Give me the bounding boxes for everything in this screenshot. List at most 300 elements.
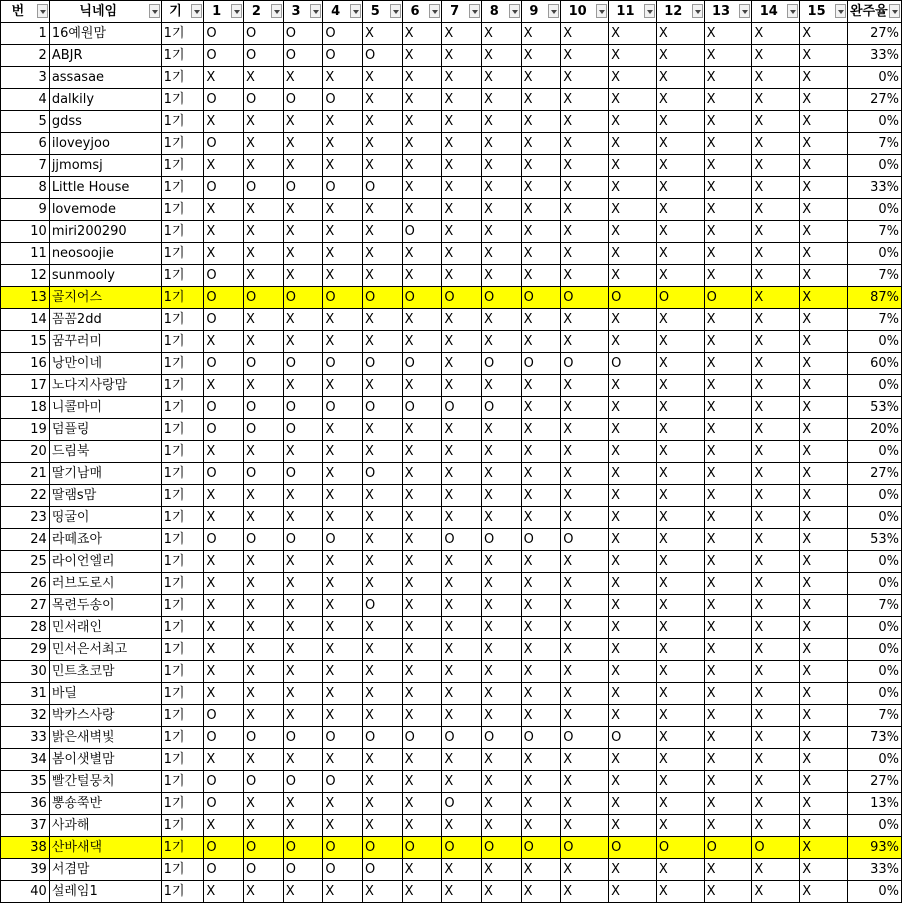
attendance-cell[interactable]: X <box>481 793 521 815</box>
attendance-cell[interactable]: X <box>244 155 284 177</box>
nickname-cell[interactable]: 딸램s맘 <box>49 485 161 507</box>
attendance-cell[interactable]: X <box>521 67 561 89</box>
attendance-cell[interactable]: X <box>521 815 561 837</box>
attendance-cell[interactable]: X <box>521 507 561 529</box>
attendance-cell[interactable]: X <box>521 881 561 903</box>
attendance-cell[interactable]: X <box>283 199 323 221</box>
attendance-cell[interactable]: X <box>800 529 848 551</box>
completion-rate-cell[interactable]: 20% <box>847 419 901 441</box>
attendance-cell[interactable]: X <box>323 793 363 815</box>
row-number-cell[interactable]: 19 <box>1 419 50 441</box>
attendance-cell[interactable]: X <box>656 859 704 881</box>
attendance-cell[interactable]: O <box>481 353 521 375</box>
attendance-cell[interactable]: X <box>442 199 482 221</box>
completion-rate-cell[interactable]: 7% <box>847 221 901 243</box>
attendance-cell[interactable]: X <box>402 111 442 133</box>
attendance-cell[interactable]: X <box>244 793 284 815</box>
attendance-cell[interactable]: X <box>363 771 403 793</box>
column-header-8[interactable] <box>363 1 403 23</box>
attendance-cell[interactable]: X <box>363 551 403 573</box>
attendance-cell[interactable]: X <box>656 683 704 705</box>
attendance-cell[interactable]: X <box>244 551 284 573</box>
attendance-cell[interactable]: X <box>283 573 323 595</box>
attendance-cell[interactable]: O <box>283 463 323 485</box>
attendance-cell[interactable]: X <box>521 177 561 199</box>
completion-rate-cell[interactable]: 7% <box>847 705 901 727</box>
attendance-cell[interactable]: X <box>323 309 363 331</box>
attendance-cell[interactable]: O <box>402 837 442 859</box>
attendance-cell[interactable]: X <box>704 727 752 749</box>
attendance-cell[interactable]: X <box>244 881 284 903</box>
attendance-cell[interactable]: X <box>656 331 704 353</box>
attendance-cell[interactable]: X <box>800 45 848 67</box>
generation-cell[interactable]: 1기 <box>161 243 204 265</box>
attendance-cell[interactable]: X <box>204 749 244 771</box>
attendance-cell[interactable]: X <box>363 441 403 463</box>
generation-cell[interactable]: 1기 <box>161 177 204 199</box>
generation-cell[interactable]: 1기 <box>161 221 204 243</box>
attendance-cell[interactable]: X <box>521 463 561 485</box>
attendance-cell[interactable]: X <box>752 771 800 793</box>
attendance-cell[interactable]: X <box>752 507 800 529</box>
attendance-cell[interactable]: X <box>481 309 521 331</box>
attendance-cell[interactable]: X <box>561 507 609 529</box>
completion-rate-cell[interactable]: 0% <box>847 881 901 903</box>
attendance-cell[interactable]: X <box>363 243 403 265</box>
attendance-cell[interactable]: X <box>752 727 800 749</box>
attendance-cell[interactable]: X <box>363 573 403 595</box>
nickname-cell[interactable]: assasae <box>49 67 161 89</box>
attendance-cell[interactable]: X <box>752 265 800 287</box>
attendance-cell[interactable]: X <box>752 595 800 617</box>
attendance-cell[interactable]: X <box>609 749 657 771</box>
attendance-cell[interactable]: X <box>521 23 561 45</box>
generation-cell[interactable]: 1기 <box>161 507 204 529</box>
attendance-cell[interactable]: X <box>481 45 521 67</box>
row-number-cell[interactable]: 22 <box>1 485 50 507</box>
attendance-cell[interactable]: X <box>704 397 752 419</box>
attendance-cell[interactable]: X <box>704 639 752 661</box>
attendance-cell[interactable]: O <box>442 397 482 419</box>
attendance-cell[interactable]: X <box>402 441 442 463</box>
attendance-cell[interactable]: X <box>561 705 609 727</box>
attendance-cell[interactable]: X <box>442 551 482 573</box>
row-number-cell[interactable]: 15 <box>1 331 50 353</box>
row-number-cell[interactable]: 36 <box>1 793 50 815</box>
attendance-cell[interactable]: O <box>704 837 752 859</box>
attendance-cell[interactable]: X <box>481 441 521 463</box>
attendance-cell[interactable]: X <box>442 89 482 111</box>
attendance-cell[interactable]: O <box>521 353 561 375</box>
attendance-cell[interactable]: O <box>561 353 609 375</box>
attendance-cell[interactable]: X <box>283 661 323 683</box>
nickname-cell[interactable]: 딸기남매 <box>49 463 161 485</box>
completion-rate-cell[interactable]: 13% <box>847 793 901 815</box>
row-number-cell[interactable]: 12 <box>1 265 50 287</box>
attendance-cell[interactable]: X <box>481 551 521 573</box>
attendance-cell[interactable]: X <box>442 353 482 375</box>
nickname-cell[interactable]: dalkily <box>49 89 161 111</box>
attendance-cell[interactable]: X <box>521 45 561 67</box>
attendance-cell[interactable]: X <box>283 111 323 133</box>
attendance-cell[interactable]: O <box>323 837 363 859</box>
attendance-cell[interactable]: X <box>521 309 561 331</box>
attendance-cell[interactable]: X <box>442 45 482 67</box>
attendance-cell[interactable]: X <box>704 749 752 771</box>
attendance-cell[interactable]: X <box>561 419 609 441</box>
attendance-cell[interactable]: X <box>481 573 521 595</box>
attendance-cell[interactable]: O <box>244 353 284 375</box>
attendance-cell[interactable]: X <box>521 441 561 463</box>
attendance-cell[interactable]: O <box>402 397 442 419</box>
attendance-cell[interactable]: X <box>481 617 521 639</box>
attendance-cell[interactable]: X <box>402 265 442 287</box>
attendance-cell[interactable]: X <box>204 661 244 683</box>
attendance-cell[interactable]: X <box>561 551 609 573</box>
attendance-cell[interactable]: X <box>656 177 704 199</box>
attendance-cell[interactable]: X <box>800 221 848 243</box>
attendance-cell[interactable]: X <box>656 463 704 485</box>
completion-rate-cell[interactable]: 33% <box>847 177 901 199</box>
attendance-cell[interactable]: X <box>244 507 284 529</box>
completion-rate-cell[interactable]: 0% <box>847 507 901 529</box>
attendance-cell[interactable]: O <box>283 727 323 749</box>
nickname-cell[interactable]: 꼼꼼2dd <box>49 309 161 331</box>
attendance-cell[interactable]: X <box>204 881 244 903</box>
attendance-cell[interactable]: X <box>323 463 363 485</box>
attendance-cell[interactable]: X <box>481 67 521 89</box>
attendance-cell[interactable]: X <box>609 45 657 67</box>
attendance-cell[interactable]: X <box>481 221 521 243</box>
row-number-cell[interactable]: 13 <box>1 287 50 309</box>
attendance-cell[interactable]: O <box>283 837 323 859</box>
attendance-cell[interactable]: X <box>800 67 848 89</box>
attendance-cell[interactable]: X <box>609 67 657 89</box>
attendance-cell[interactable]: X <box>244 485 284 507</box>
attendance-cell[interactable]: X <box>442 573 482 595</box>
filter-dropdown-icon[interactable] <box>509 4 520 18</box>
attendance-cell[interactable]: X <box>609 485 657 507</box>
attendance-cell[interactable]: X <box>481 155 521 177</box>
attendance-cell[interactable]: X <box>481 595 521 617</box>
attendance-cell[interactable]: X <box>752 89 800 111</box>
attendance-cell[interactable]: O <box>402 727 442 749</box>
attendance-cell[interactable]: X <box>402 617 442 639</box>
attendance-cell[interactable]: X <box>704 507 752 529</box>
attendance-cell[interactable]: X <box>752 375 800 397</box>
attendance-cell[interactable]: X <box>363 617 403 639</box>
attendance-cell[interactable]: X <box>752 199 800 221</box>
attendance-cell[interactable]: X <box>800 243 848 265</box>
attendance-cell[interactable]: X <box>442 485 482 507</box>
filter-dropdown-icon[interactable] <box>548 4 559 18</box>
attendance-cell[interactable]: X <box>402 309 442 331</box>
attendance-cell[interactable]: X <box>800 507 848 529</box>
row-number-cell[interactable]: 11 <box>1 243 50 265</box>
completion-rate-cell[interactable]: 27% <box>847 23 901 45</box>
attendance-cell[interactable]: X <box>402 177 442 199</box>
attendance-cell[interactable]: X <box>656 89 704 111</box>
attendance-cell[interactable]: X <box>402 815 442 837</box>
attendance-cell[interactable]: X <box>800 837 848 859</box>
attendance-cell[interactable]: X <box>442 881 482 903</box>
attendance-cell[interactable]: X <box>402 573 442 595</box>
attendance-cell[interactable]: X <box>442 375 482 397</box>
attendance-cell[interactable]: X <box>561 815 609 837</box>
row-number-cell[interactable]: 37 <box>1 815 50 837</box>
row-number-cell[interactable]: 6 <box>1 133 50 155</box>
attendance-cell[interactable]: X <box>442 243 482 265</box>
row-number-cell[interactable]: 1 <box>1 23 50 45</box>
attendance-cell[interactable]: X <box>363 89 403 111</box>
row-number-cell[interactable]: 40 <box>1 881 50 903</box>
attendance-cell[interactable]: X <box>402 67 442 89</box>
nickname-cell[interactable]: 바딜 <box>49 683 161 705</box>
attendance-cell[interactable]: X <box>800 23 848 45</box>
generation-cell[interactable]: 1기 <box>161 815 204 837</box>
nickname-cell[interactable]: 드림북 <box>49 441 161 463</box>
attendance-cell[interactable]: X <box>800 353 848 375</box>
generation-cell[interactable]: 1기 <box>161 617 204 639</box>
attendance-cell[interactable]: X <box>752 617 800 639</box>
attendance-cell[interactable]: X <box>752 859 800 881</box>
attendance-cell[interactable]: O <box>481 287 521 309</box>
completion-rate-cell[interactable]: 0% <box>847 243 901 265</box>
attendance-cell[interactable]: X <box>800 573 848 595</box>
attendance-cell[interactable]: X <box>656 573 704 595</box>
attendance-cell[interactable]: X <box>704 881 752 903</box>
attendance-cell[interactable]: O <box>363 595 403 617</box>
row-number-cell[interactable]: 17 <box>1 375 50 397</box>
attendance-cell[interactable]: X <box>704 89 752 111</box>
attendance-cell[interactable]: X <box>442 683 482 705</box>
attendance-cell[interactable]: X <box>656 221 704 243</box>
attendance-cell[interactable]: X <box>656 23 704 45</box>
attendance-cell[interactable]: X <box>402 463 442 485</box>
attendance-cell[interactable]: X <box>323 155 363 177</box>
column-header-5[interactable] <box>244 1 284 23</box>
attendance-cell[interactable]: O <box>323 771 363 793</box>
attendance-cell[interactable]: X <box>521 111 561 133</box>
attendance-cell[interactable]: X <box>402 45 442 67</box>
attendance-cell[interactable]: X <box>752 661 800 683</box>
completion-rate-cell[interactable]: 0% <box>847 683 901 705</box>
attendance-cell[interactable]: X <box>800 595 848 617</box>
row-number-cell[interactable]: 31 <box>1 683 50 705</box>
attendance-cell[interactable]: X <box>283 441 323 463</box>
attendance-cell[interactable]: O <box>204 771 244 793</box>
attendance-cell[interactable]: O <box>244 463 284 485</box>
generation-cell[interactable]: 1기 <box>161 287 204 309</box>
nickname-cell[interactable]: jjmomsj <box>49 155 161 177</box>
filter-dropdown-icon[interactable] <box>231 4 242 18</box>
attendance-cell[interactable]: X <box>704 815 752 837</box>
attendance-cell[interactable]: X <box>244 705 284 727</box>
attendance-cell[interactable]: X <box>442 705 482 727</box>
attendance-cell[interactable]: X <box>521 661 561 683</box>
attendance-cell[interactable]: X <box>244 661 284 683</box>
attendance-cell[interactable]: X <box>363 793 403 815</box>
attendance-cell[interactable]: X <box>402 859 442 881</box>
attendance-cell[interactable]: X <box>609 375 657 397</box>
filter-dropdown-icon[interactable] <box>739 4 750 18</box>
attendance-cell[interactable]: O <box>244 529 284 551</box>
attendance-cell[interactable]: X <box>323 507 363 529</box>
row-number-cell[interactable]: 28 <box>1 617 50 639</box>
attendance-cell[interactable]: X <box>800 177 848 199</box>
row-number-cell[interactable]: 29 <box>1 639 50 661</box>
attendance-cell[interactable]: X <box>521 749 561 771</box>
attendance-cell[interactable]: X <box>656 749 704 771</box>
attendance-cell[interactable]: X <box>800 859 848 881</box>
attendance-cell[interactable]: X <box>521 397 561 419</box>
attendance-cell[interactable]: X <box>704 529 752 551</box>
row-number-cell[interactable]: 20 <box>1 441 50 463</box>
attendance-cell[interactable]: X <box>800 661 848 683</box>
column-header-11[interactable] <box>481 1 521 23</box>
attendance-cell[interactable]: O <box>283 771 323 793</box>
attendance-cell[interactable]: X <box>800 199 848 221</box>
attendance-cell[interactable]: X <box>609 155 657 177</box>
completion-rate-cell[interactable]: 7% <box>847 133 901 155</box>
attendance-cell[interactable]: X <box>561 639 609 661</box>
attendance-cell[interactable]: X <box>752 331 800 353</box>
column-header-13[interactable] <box>561 1 609 23</box>
attendance-cell[interactable]: X <box>752 243 800 265</box>
attendance-cell[interactable]: X <box>323 595 363 617</box>
attendance-cell[interactable]: X <box>481 815 521 837</box>
attendance-cell[interactable]: X <box>704 661 752 683</box>
nickname-cell[interactable]: neosoojie <box>49 243 161 265</box>
attendance-cell[interactable]: X <box>561 89 609 111</box>
nickname-cell[interactable]: 설레임1 <box>49 881 161 903</box>
attendance-cell[interactable]: X <box>323 67 363 89</box>
attendance-cell[interactable]: X <box>442 441 482 463</box>
attendance-cell[interactable]: X <box>609 463 657 485</box>
attendance-cell[interactable]: X <box>481 463 521 485</box>
attendance-cell[interactable]: X <box>609 133 657 155</box>
attendance-cell[interactable]: X <box>561 67 609 89</box>
attendance-cell[interactable]: O <box>283 177 323 199</box>
attendance-cell[interactable]: X <box>481 375 521 397</box>
attendance-cell[interactable]: X <box>204 683 244 705</box>
completion-rate-cell[interactable]: 0% <box>847 67 901 89</box>
generation-cell[interactable]: 1기 <box>161 485 204 507</box>
attendance-cell[interactable]: O <box>363 177 403 199</box>
attendance-cell[interactable]: X <box>323 243 363 265</box>
row-number-cell[interactable]: 38 <box>1 837 50 859</box>
attendance-cell[interactable]: X <box>561 199 609 221</box>
filter-dropdown-icon[interactable] <box>310 4 321 18</box>
attendance-cell[interactable]: X <box>752 221 800 243</box>
attendance-cell[interactable]: X <box>521 221 561 243</box>
nickname-cell[interactable]: 사과해 <box>49 815 161 837</box>
attendance-cell[interactable]: X <box>656 353 704 375</box>
attendance-cell[interactable]: X <box>244 617 284 639</box>
attendance-cell[interactable]: X <box>283 639 323 661</box>
attendance-cell[interactable]: X <box>656 727 704 749</box>
attendance-cell[interactable]: X <box>800 793 848 815</box>
attendance-cell[interactable]: X <box>656 617 704 639</box>
attendance-cell[interactable]: X <box>402 771 442 793</box>
attendance-cell[interactable]: X <box>402 485 442 507</box>
nickname-cell[interactable]: 민서래인 <box>49 617 161 639</box>
completion-rate-cell[interactable]: 0% <box>847 375 901 397</box>
attendance-cell[interactable]: X <box>363 639 403 661</box>
attendance-cell[interactable]: X <box>402 661 442 683</box>
attendance-cell[interactable]: X <box>561 177 609 199</box>
attendance-cell[interactable]: X <box>442 133 482 155</box>
attendance-cell[interactable]: X <box>481 859 521 881</box>
attendance-cell[interactable]: X <box>609 397 657 419</box>
row-number-cell[interactable]: 4 <box>1 89 50 111</box>
completion-rate-cell[interactable]: 0% <box>847 441 901 463</box>
attendance-cell[interactable]: X <box>323 221 363 243</box>
row-number-cell[interactable]: 2 <box>1 45 50 67</box>
attendance-cell[interactable]: X <box>283 815 323 837</box>
attendance-cell[interactable]: X <box>363 133 403 155</box>
attendance-cell[interactable]: X <box>323 551 363 573</box>
attendance-cell[interactable]: X <box>442 617 482 639</box>
attendance-cell[interactable]: X <box>244 243 284 265</box>
attendance-cell[interactable]: X <box>561 111 609 133</box>
generation-cell[interactable]: 1기 <box>161 441 204 463</box>
attendance-cell[interactable]: X <box>609 243 657 265</box>
attendance-cell[interactable]: X <box>561 485 609 507</box>
attendance-cell[interactable]: X <box>800 551 848 573</box>
completion-rate-cell[interactable]: 27% <box>847 771 901 793</box>
attendance-cell[interactable]: X <box>521 639 561 661</box>
generation-cell[interactable]: 1기 <box>161 309 204 331</box>
attendance-cell[interactable]: X <box>752 155 800 177</box>
attendance-cell[interactable]: X <box>481 771 521 793</box>
column-header-9[interactable] <box>402 1 442 23</box>
row-number-cell[interactable]: 27 <box>1 595 50 617</box>
attendance-cell[interactable]: O <box>244 177 284 199</box>
completion-rate-cell[interactable]: 0% <box>847 485 901 507</box>
completion-rate-cell[interactable]: 27% <box>847 89 901 111</box>
attendance-cell[interactable]: X <box>561 375 609 397</box>
attendance-cell[interactable]: X <box>609 419 657 441</box>
attendance-cell[interactable]: X <box>656 45 704 67</box>
attendance-cell[interactable]: X <box>323 573 363 595</box>
attendance-cell[interactable]: X <box>442 595 482 617</box>
attendance-cell[interactable]: O <box>323 177 363 199</box>
attendance-cell[interactable]: X <box>561 23 609 45</box>
completion-rate-cell[interactable]: 7% <box>847 265 901 287</box>
attendance-cell[interactable]: X <box>656 419 704 441</box>
filter-dropdown-icon[interactable] <box>271 4 282 18</box>
attendance-cell[interactable]: X <box>402 507 442 529</box>
generation-cell[interactable]: 1기 <box>161 705 204 727</box>
nickname-cell[interactable]: lovemode <box>49 199 161 221</box>
attendance-cell[interactable]: O <box>561 727 609 749</box>
column-header-17[interactable] <box>752 1 800 23</box>
attendance-cell[interactable]: X <box>609 551 657 573</box>
filter-dropdown-icon[interactable] <box>37 4 48 18</box>
attendance-cell[interactable]: X <box>323 661 363 683</box>
generation-cell[interactable]: 1기 <box>161 573 204 595</box>
attendance-cell[interactable]: X <box>800 639 848 661</box>
nickname-cell[interactable]: 서겸맘 <box>49 859 161 881</box>
attendance-cell[interactable]: X <box>363 155 403 177</box>
attendance-cell[interactable]: X <box>283 683 323 705</box>
column-header-7[interactable] <box>323 1 363 23</box>
attendance-cell[interactable]: O <box>283 859 323 881</box>
attendance-cell[interactable]: X <box>481 705 521 727</box>
attendance-cell[interactable]: X <box>561 661 609 683</box>
attendance-cell[interactable]: O <box>204 89 244 111</box>
